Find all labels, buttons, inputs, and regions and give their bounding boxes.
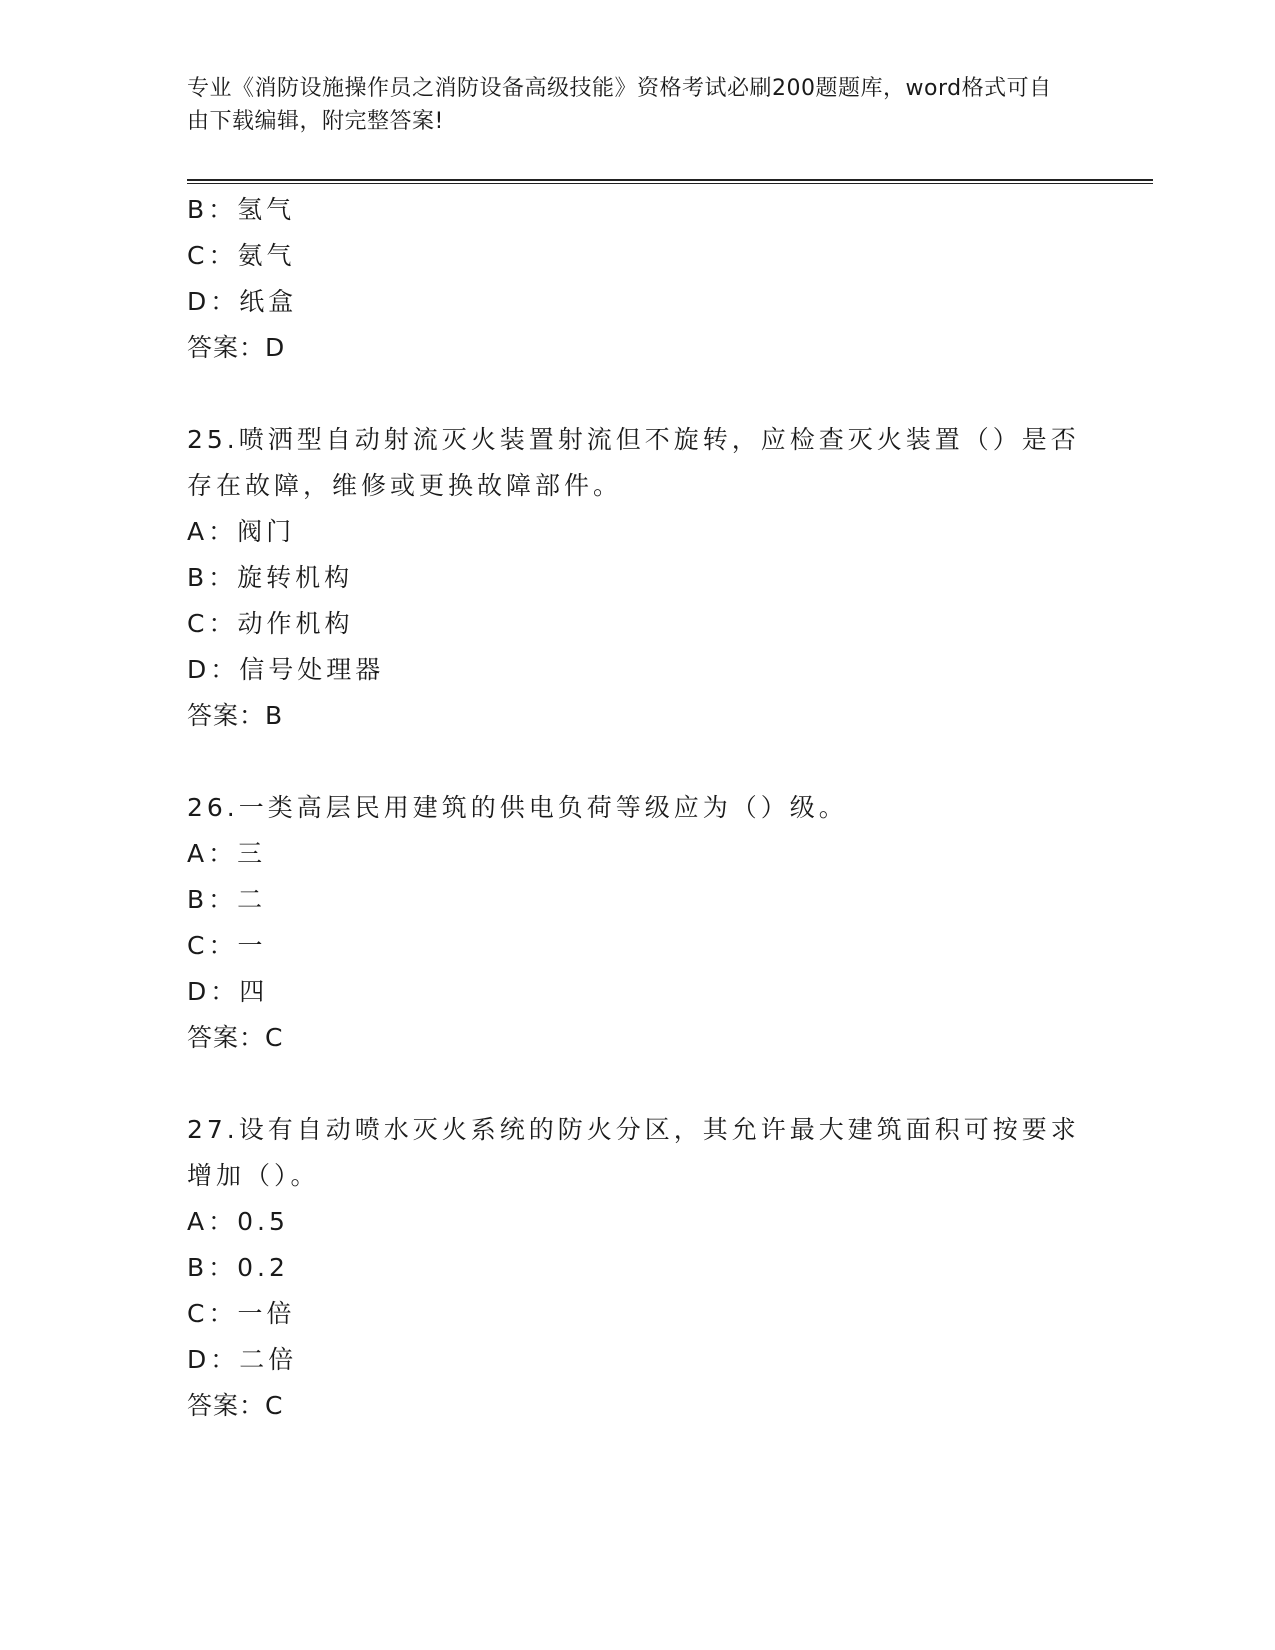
question-list (187, 187, 1087, 1429)
question-block-26 (187, 785, 1087, 1061)
page-header: 专业《消防设施操作员之消防设备高级技能》资格考试必刷200题题库，word格式可自由下载编辑，附完整答案! (187, 76, 1052, 134)
answer-line: 答案：C (187, 1391, 284, 1420)
question-stem: 27.设有自动喷水灭火系统的防火分区，其允许最大建筑面积可按要求增加（）。 (187, 1115, 1080, 1190)
option-a: A：三 (187, 839, 267, 868)
option-b: B：0.2 (187, 1253, 289, 1282)
option-d: D：二倍 (187, 1345, 298, 1374)
question-block-25 (187, 417, 1087, 739)
option-b: B：旋转机构 (187, 563, 354, 592)
header-divider-thin (187, 183, 1153, 184)
answer-line: 答案：C (187, 1023, 284, 1052)
header-divider (187, 179, 1153, 181)
answer-line: 答案：B (187, 701, 284, 730)
option-b: B：氢气 (187, 195, 296, 224)
option-b: B：二 (187, 885, 267, 914)
question-block-27 (187, 1107, 1087, 1429)
question-stem: 25.喷洒型自动射流灭火装置射流但不旋转，应检查灭火装置（）是否存在故障，维修或更换故障部件。 (187, 425, 1080, 500)
option-c: C：动作机构 (187, 609, 354, 638)
option-a: A：阀门 (187, 517, 296, 546)
option-c: C：一倍 (187, 1299, 296, 1328)
option-d: D：四 (187, 977, 269, 1006)
option-a: A：0.5 (187, 1207, 289, 1236)
option-d: D：信号处理器 (187, 655, 385, 684)
question-stem: 26.一类高层民用建筑的供电负荷等级应为（）级。 (187, 793, 848, 822)
option-d: D：纸盒 (187, 287, 298, 316)
answer-line: 答案：D (187, 333, 286, 362)
question-block-24 (187, 187, 1087, 371)
option-c: C：一 (187, 931, 267, 960)
option-c: C：氨气 (187, 241, 296, 270)
